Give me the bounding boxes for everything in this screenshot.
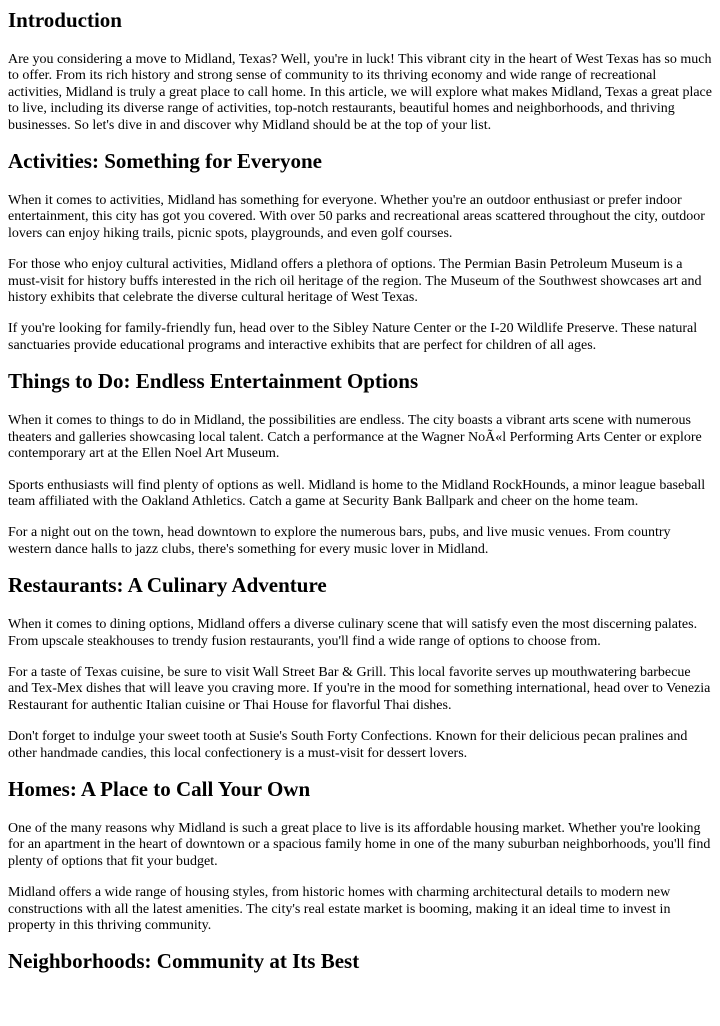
paragraph: Midland offers a wide range of housing styles, from historic homes with charming architectural details to modern new constructions with all the latest amenities. The city's real estate market is booming, making it an ideal time to invest in property in this thriving community. [8, 885, 671, 933]
section-homes [8, 777, 712, 934]
paragraph: When it comes to dining options, Midland offers a diverse culinary scene that will satisfy even the most discerning palates. From upscale steakhouses to trendy fusion restaurants, you'll find a wide range of options to choose from. [8, 617, 698, 649]
section-activities [8, 149, 712, 354]
paragraph: If you're looking for family-friendly fun, head over to the Sibley Nature Center or the I-20 Wildlife Preserve. These natural sanctuaries provide educational programs and interactive exhibits that are perfect for children of all ages. [8, 321, 698, 353]
paragraph: For a taste of Texas cuisine, be sure to visit Wall Street Bar & Grill. This local favorite serves up mouthwatering barbecue and Tex-Mex dishes that will leave you craving more. If you're in the mood for something international, head over to Venezia Restaurant for authentic Italian cuisine or Thai House for flavorful Thai dishes. [8, 664, 711, 713]
paragraph: Sports enthusiasts will find plenty of options as well. Midland is home to the Midland RockHounds, a minor league baseball team affiliated with the Oakland Athletics. Catch a game at Security Bank Ballpark and cheer on the home team. [8, 477, 706, 509]
section-restaurants [8, 573, 712, 762]
section-introduction [8, 8, 712, 134]
paragraph: One of the many reasons why Midland is such a great place to live is its affordable housing market. Whether you're looking for an apartment in the heart of downtown or a spacious family home in one of the many suburban neighborhoods, you'll find plenty of options that fit your budget. [8, 820, 711, 869]
paragraph: When it comes to things to do in Midland, the possibilities are endless. The city boasts a vibrant arts scene with numerous theaters and galleries showcasing local talent. Catch a performance at the Wagner NoÃ«l Performing Arts Center or explore contemporary art at the Ellen Noel Art Museum. [8, 413, 702, 462]
paragraph: Are you considering a move to Midland, Texas? Well, you're in luck! This vibrant city in the heart of West Texas has so much to offer. From its rich history and strong sense of community to its thriving economy and wide range of recreational activities, Midland is truly a great place to call home. In this article, we will explore what makes Midland, Texas a great place to live, including its diverse range of activities, top-notch restaurants, beautiful homes and neighborhoods, and thriving businesses. So let's dive in and discover why Midland should be at the top of your list. [8, 52, 712, 133]
article [0, 8, 720, 973]
section-heading: Homes: A Place to Call Your Own [8, 776, 311, 801]
paragraph: Don't forget to indulge your sweet tooth at Susie's South Forty Confections. Known for their delicious pecan pralines and other handmade candies, this local confectionery is a must-visit for dessert lovers. [8, 729, 688, 761]
paragraph: For those who enjoy cultural activities, Midland offers a plethora of options. The Permian Basin Petroleum Museum is a must-visit for history buffs interested in the rich oil heritage of the region. The Museum of the Southwest showcases art and history exhibits that celebrate the diverse cultural heritage of West Texas. [8, 257, 702, 306]
paragraph: When it comes to activities, Midland has something for everyone. Whether you're an outdoor enthusiast or prefer indoor entertainment, this city has got you covered. With over 50 parks and recreational areas scattered throughout the city, outdoor lovers can enjoy hiking trails, picnic spots, playgrounds, and even golf courses. [8, 193, 705, 241]
section-heading: Things to Do: Endless Entertainment Options [8, 369, 419, 394]
paragraph: For a night out on the town, head downtown to explore the numerous bars, pubs, and live music venues. From country western dance halls to jazz clubs, there's something for every music lover in Midland. [8, 525, 671, 557]
section-heading: Restaurants: A Culinary Adventure [8, 573, 327, 598]
section-neighborhoods [8, 949, 712, 973]
section-heading: Neighborhoods: Community at Its Best [8, 949, 360, 974]
section-heading: Activities: Something for Everyone [8, 149, 322, 174]
section-heading: Introduction [8, 8, 122, 32]
section-things-to-do [8, 369, 712, 558]
